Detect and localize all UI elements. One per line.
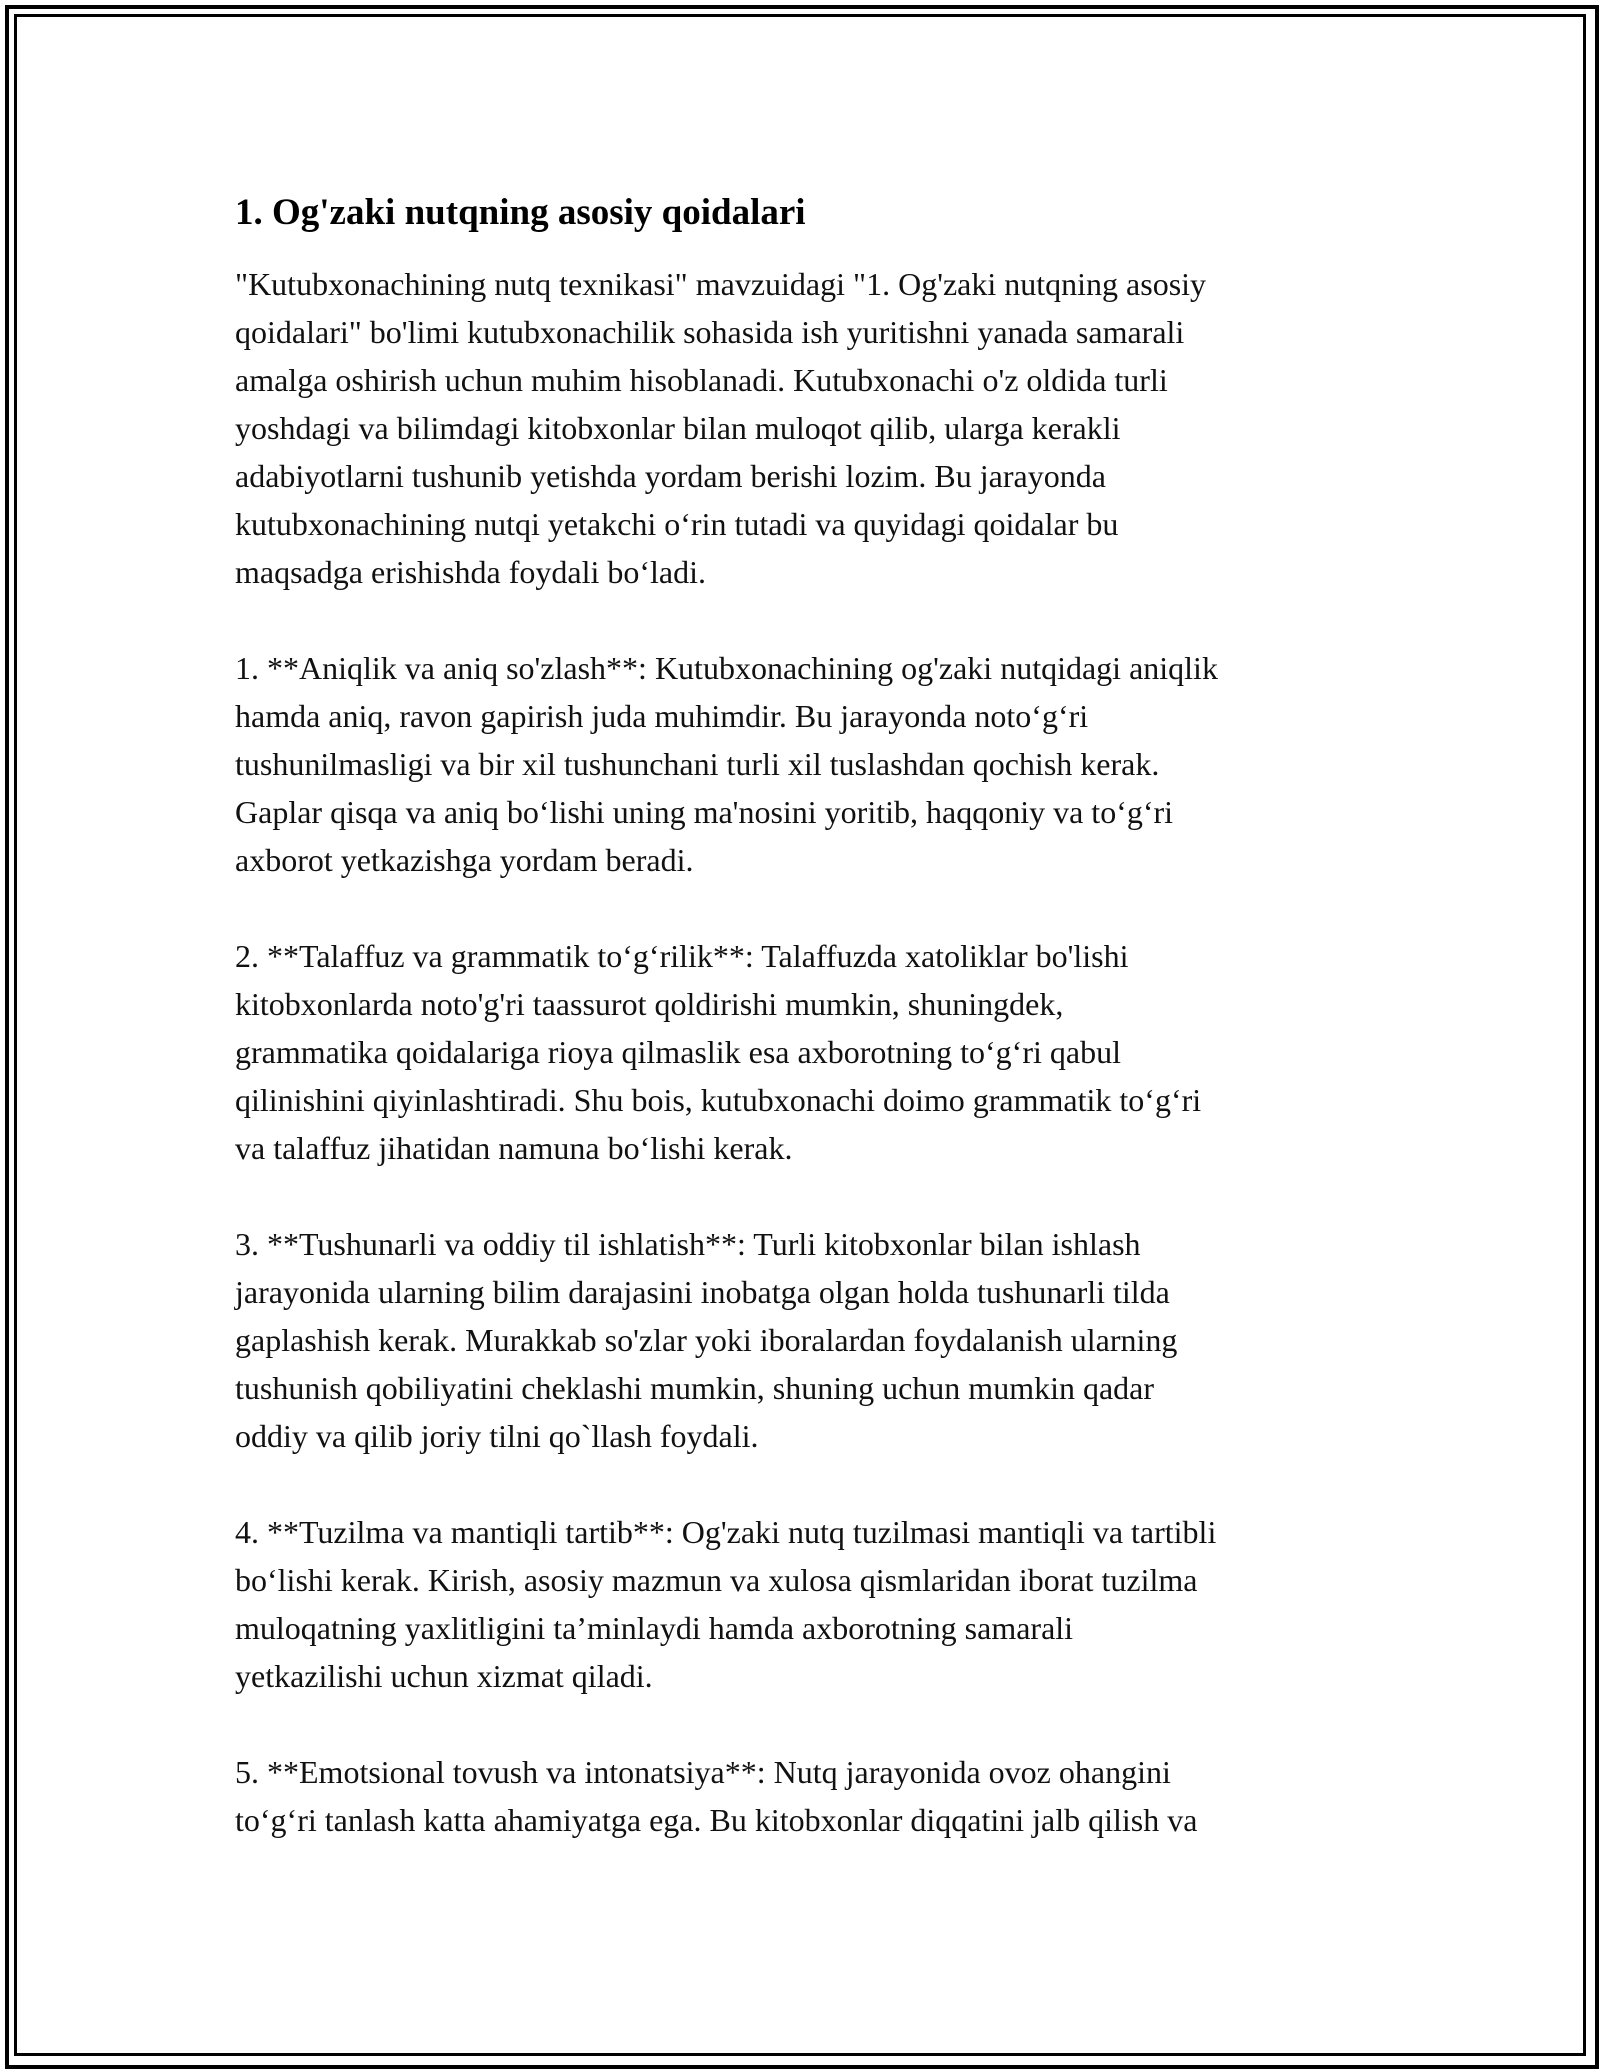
paragraph-line: 5. **Emotsional tovush va intonatsiya**: Nutq jarayonida ovoz ohangini xyxy=(235,1754,1171,1790)
paragraph-line: qilinishini qiyinlashtiradi. Shu bois, kutubxonachi doimo grammatik to‘g‘ri xyxy=(235,1082,1202,1118)
rule-4-paragraph xyxy=(235,1508,1395,1700)
paragraph-line: bo‘lishi kerak. Kirish, asosiy mazmun va xulosa qismlaridan iborat tuzilma xyxy=(235,1562,1198,1598)
rule-3-paragraph xyxy=(235,1220,1395,1460)
paragraph-line: hamda aniq, ravon gapirish juda muhimdir. Bu jarayonda noto‘g‘ri xyxy=(235,698,1089,734)
rule-5-paragraph xyxy=(235,1748,1395,1844)
paragraph-line: adabiyotlarni tushunib yetishda yordam berishi lozim. Bu jarayonda xyxy=(235,458,1106,494)
paragraph-line: "Kutubxonachining nutq texnikasi" mavzuidagi "1. Og'zaki nutqning asosiy xyxy=(235,266,1207,302)
paragraph-line: 4. **Tuzilma va mantiqli tartib**: Og'zaki nutq tuzilmasi mantiqli va tartibli xyxy=(235,1514,1217,1550)
paragraph-line: grammatika qoidalariga rioya qilmaslik esa axborotning to‘g‘ri qabul xyxy=(235,1034,1121,1070)
paragraph-line: to‘g‘ri tanlash katta ahamiyatga ega. Bu kitobxonlar diqqatini jalb qilish va xyxy=(235,1802,1198,1838)
paragraph-line: qoidalari" bo'limi kutubxonachilik sohasida ish yuritishni yanada samarali xyxy=(235,314,1185,350)
paragraph-line: maqsadga erishishda foydali bo‘ladi. xyxy=(235,554,706,590)
rule-2-paragraph xyxy=(235,932,1395,1172)
paragraph-line: 2. **Talaffuz va grammatik to‘g‘rilik**: Talaffuzda xatoliklar bo'lishi xyxy=(235,938,1129,974)
intro-paragraph xyxy=(235,260,1395,596)
paragraph-line: 3. **Tushunarli va oddiy til ishlatish**: Turli kitobxonlar bilan ishlash xyxy=(235,1226,1141,1262)
paragraph-line: yetkazilishi uchun xizmat qiladi. xyxy=(235,1658,653,1694)
paragraph-line: kitobxonlarda noto'g'ri taassurot qoldirishi mumkin, shuningdek, xyxy=(235,986,1064,1022)
section-title: 1. Og'zaki nutqning asosiy qoidalari xyxy=(235,192,806,233)
paragraph-line: axborot yetkazishga yordam beradi. xyxy=(235,842,694,878)
paragraph-line: tushunish qobiliyatini cheklashi mumkin, shuning uchun mumkin qadar xyxy=(235,1370,1155,1406)
paragraph-line: gaplashish kerak. Murakkab so'zlar yoki iboralardan foydalanish ularning xyxy=(235,1322,1178,1358)
paragraph-line: oddiy va qilib joriy tilni qo`llash foydali. xyxy=(235,1418,759,1454)
paragraph-line: 1. **Aniqlik va aniq so'zlash**: Kutubxonachining og'zaki nutqidagi aniqlik xyxy=(235,650,1218,686)
paragraph-line: kutubxonachining nutqi yetakchi o‘rin tutadi va quyidagi qoidalar bu xyxy=(235,506,1119,542)
rule-1-paragraph xyxy=(235,644,1395,884)
paragraph-line: amalga oshirish uchun muhim hisoblanadi. Kutubxonachi o'z oldida turli xyxy=(235,362,1168,398)
paragraph-line: tushunilmasligi va bir xil tushunchani turli xil tuslashdan qochish kerak. xyxy=(235,746,1160,782)
document-content xyxy=(235,186,1395,1892)
paragraph-line: jarayonida ularning bilim darajasini inobatga olgan holda tushunarli tilda xyxy=(235,1274,1170,1310)
paragraph-line: Gaplar qisqa va aniq bo‘lishi uning ma'nosini yoritib, haqqoniy va to‘g‘ri xyxy=(235,794,1174,830)
paragraph-line: muloqatning yaxlitligini ta’minlaydi hamda axborotning samarali xyxy=(235,1610,1074,1646)
paragraph-line: yoshdagi va bilimdagi kitobxonlar bilan muloqot qilib, ularga kerakli xyxy=(235,410,1121,446)
paragraph-line: va talaffuz jihatidan namuna bo‘lishi kerak. xyxy=(235,1130,793,1166)
